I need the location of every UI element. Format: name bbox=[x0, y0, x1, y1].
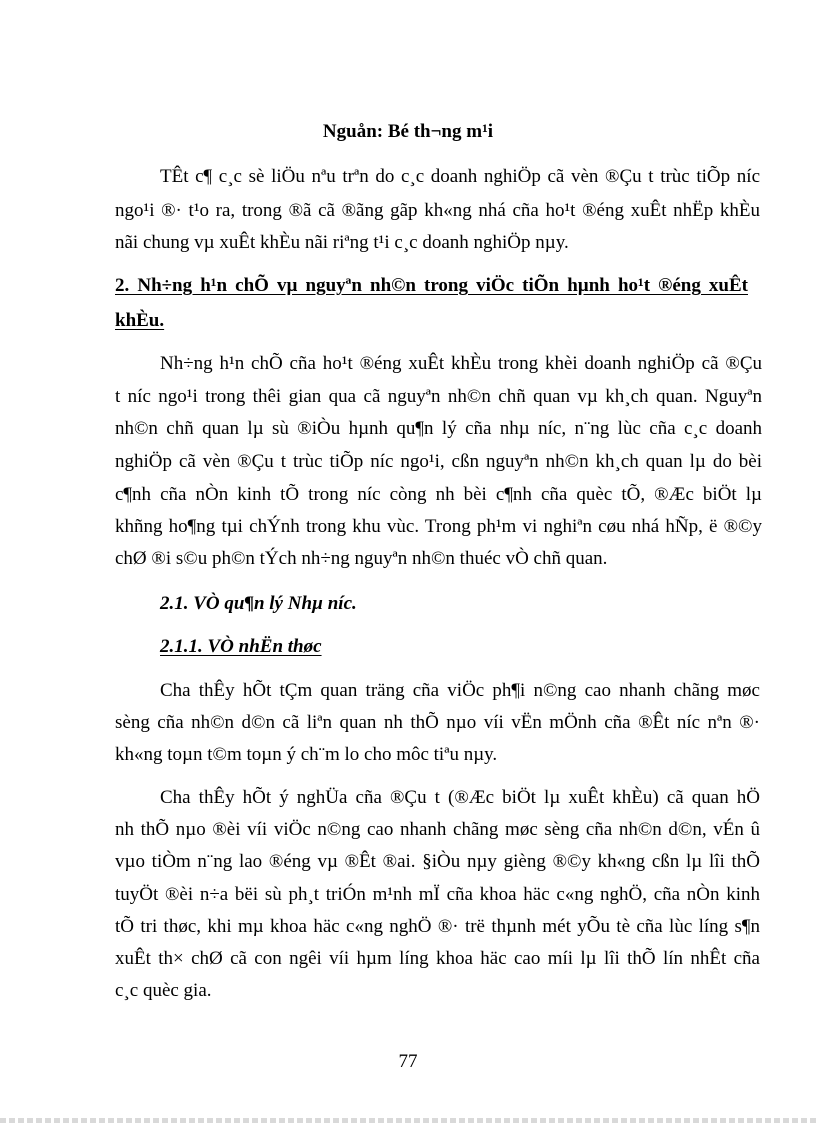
source-note: Nguån: Bé th¬ng m¹i bbox=[322, 121, 494, 142]
section-heading-2-1-1: 2.1.1. VÒ nhËn thøc bbox=[160, 636, 322, 657]
paragraph-4-line: Cha thÊy hÕt ý nghÜa cña ®Çu t (®Æc biÖt lµ xuÊt khÈu) cã quan hÖ bbox=[160, 787, 760, 808]
section-heading-2-1: 2.1. VÒ qu¶n lý Nhµ níc. bbox=[160, 593, 357, 614]
section-heading-2: 2. Nh÷ng h¹n chÕ vµ nguyªn nh©n trong viÖc tiÕn hµnh ho¹t ®éng xuÊt bbox=[115, 275, 748, 296]
paragraph-3-line: kh«ng toµn t©m toµn ý ch¨m lo cho môc tiªu nµy. bbox=[115, 744, 498, 765]
paragraph-4-line: c¸c quèc gia. bbox=[115, 980, 212, 1001]
paragraph-1-line: TÊt c¶ c¸c sè liÖu nªu trªn do c¸c doanh nghiÖp cã vèn ®Çu t trùc tiÕp níc bbox=[160, 166, 760, 187]
paragraph-4-line: xuÊt th× chØ cã con ngêi víi hµm líng khoa häc cao míi lµ lîi thÕ lín nhÊt cña bbox=[115, 948, 760, 969]
paragraph-2-line: chØ ®i s©u ph©n tÝch nh÷ng nguyªn nh©n thuéc vÒ chñ quan. bbox=[115, 548, 608, 569]
paragraph-1-line: ngo¹i ®· t¹o ra, trong ®ã cã ®ãng gãp kh«ng nhá cña ho¹t ®éng xuÊt nhËp khÈu bbox=[115, 200, 760, 221]
paragraph-2-line: Nh÷ng h¹n chÕ cña ho¹t ®éng xuÊt khÈu trong khèi doanh nghiÖp cã ®Çu bbox=[160, 353, 762, 374]
paragraph-4-line: tÕ tri thøc, khi mµ khoa häc c«ng nghÖ ®· trë thµnh mét yÕu tè cña lùc líng s¶n bbox=[115, 916, 760, 937]
paragraph-1-line: nãi chung vµ xuÊt khÈu nãi riªng t¹i c¸c doanh nghiÖp nµy. bbox=[115, 232, 569, 253]
paragraph-2-line: khñng ho¶ng tµi chÝnh trong khu vùc. Trong ph¹m vi nghiªn cøu nhá hÑp, ë ®©y bbox=[115, 516, 762, 537]
paragraph-2-line: nghiÖp cã vèn ®Çu t trùc tiÕp níc ngo¹i, cßn nguyªn nh©n kh¸ch quan lµ do bèi bbox=[115, 451, 762, 472]
paragraph-2-line: nh©n chñ quan lµ sù ®iÒu hµnh qu¶n lý cña nhµ níc, n¨ng lùc cña c¸c doanh bbox=[115, 418, 762, 439]
page-bottom-edge bbox=[0, 1118, 816, 1123]
page-number: 77 bbox=[398, 1051, 418, 1072]
paragraph-2-line: t níc ngo¹i trong thêi gian qua cã nguyªn nh©n chñ quan vµ kh¸ch quan. Nguyªn bbox=[115, 386, 762, 407]
paragraph-4-line: vµo tiÒm n¨ng lao ®éng vµ ®Êt ®ai. §iÒu nµy gièng ®©y kh«ng cßn lµ lîi thÕ bbox=[115, 851, 760, 872]
paragraph-2-line: c¶nh cña nÒn kinh tÕ trong níc còng nh bèi c¶nh cña quèc tÕ, ®Æc biÖt lµ bbox=[115, 484, 762, 505]
paragraph-3-line: Cha thÊy hÕt tÇm quan träng cña viÖc ph¶i n©ng cao nhanh chãng møc bbox=[160, 680, 760, 701]
paragraph-4-line: tuyÖt ®èi n÷a bëi sù ph¸t triÓn m¹nh mÏ cña khoa häc c«ng nghÖ, cña nÒn kinh bbox=[115, 884, 760, 905]
paragraph-3-line: sèng cña nh©n d©n cã liªn quan nh thÕ nµo víi vËn mÖnh cña ®Êt níc nªn ®· bbox=[115, 712, 760, 733]
paragraph-4-line: nh thÕ nµo ®èi víi viÖc n©ng cao nhanh chãng møc sèng cña nh©n d©n, vÉn û bbox=[115, 819, 760, 840]
section-heading-2-cont: khÈu. bbox=[115, 310, 165, 331]
